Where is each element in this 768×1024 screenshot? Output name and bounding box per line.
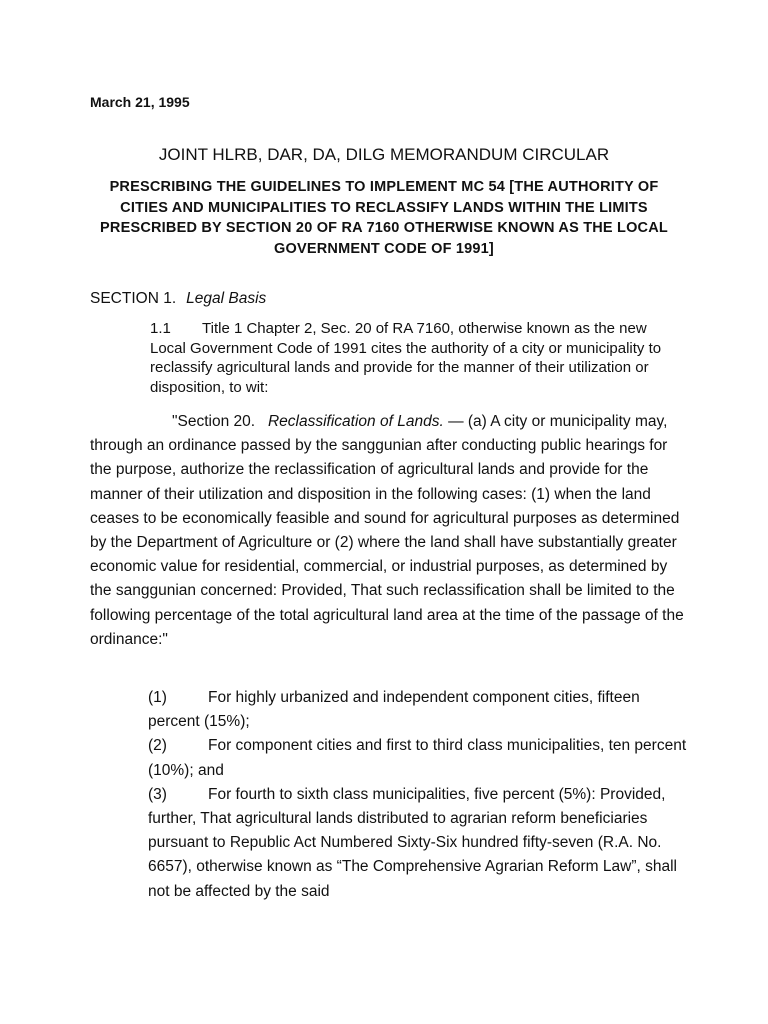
list-item <box>148 734 688 782</box>
list-item-text: For highly urbanized and independent component cities, fifteen percent (15%); <box>148 689 640 731</box>
quote-body: — (a) A city or municipality may, through an ordinance passed by the sanggunian after conducting public hearings for the purpose, authorize the reclassification of agricultural lands and provide for the manner of their utilization and disposition in the following cases: (1) when the land ceases to be economically feasible and sound for agricultural purposes as determined by the Department of Agriculture or (2) where the land shall have substantially greater economic value for residential, commercial, or industrial purposes, as determined by the sanggunian concerned: Provided, That such reclassification shall be limited to the following percentage of the total agricultural land area at the time of the passage of the ordinance:" <box>90 413 684 648</box>
list-item-text: For component cities and first to third class municipalities, ten percent (10%); and <box>148 737 687 779</box>
section-heading <box>90 290 266 308</box>
list-item-text: For fourth to sixth class municipalities, five percent (5%): Provided, further, That agricultural lands distributed to agrarian reform beneficiaries pursuant to Republic Act Numbered Sixty-Six hundred fifty-seven (R.A. No. 6657), otherwise known as “The Comprehensive Agrarian Reform Law”, shall not be affected by the said <box>148 785 677 900</box>
quote-lead: "Section 20. <box>172 413 256 430</box>
subsection-number: 1.1 <box>150 320 171 337</box>
list-item <box>148 686 688 734</box>
section-title: Legal Basis <box>186 290 267 307</box>
section-label: SECTION 1. <box>90 290 177 307</box>
list-item-number: (1) <box>148 689 167 706</box>
list-item <box>148 783 688 904</box>
quoted-section-20 <box>90 410 690 652</box>
list-item-number: (3) <box>148 785 167 803</box>
list-item-number: (2) <box>148 737 167 755</box>
percentage-list <box>148 686 688 904</box>
quote-title: Reclassification of Lands. <box>267 413 444 430</box>
document-heading: JOINT HLRB, DAR, DA, DILG MEMORANDUM CIRCULAR <box>158 145 610 164</box>
subsection-1-1 <box>150 319 685 397</box>
document-date: March 21, 1995 <box>90 94 190 110</box>
subsection-text: Title 1 Chapter 2, Sec. 20 of RA 7160, otherwise known as the new Local Government Code of 1991 cites the authority of a city or municipality to reclassify agricultural lands and provide for the manner of their utilization or disposition, to wit: <box>150 320 662 396</box>
document-subheading: PRESCRIBING THE GUIDELINES TO IMPLEMENT MC 54 [THE AUTHORITY OF CITIES AND MUNICIPALITIES TO RECLASSIFY LANDS WITHIN THE LIMITS PRESCRIBED BY SECTION 20 OF RA 7160 OTHERWISE KNOWN AS THE LOCAL GOVERNMENT CODE OF 1991] <box>100 179 668 257</box>
